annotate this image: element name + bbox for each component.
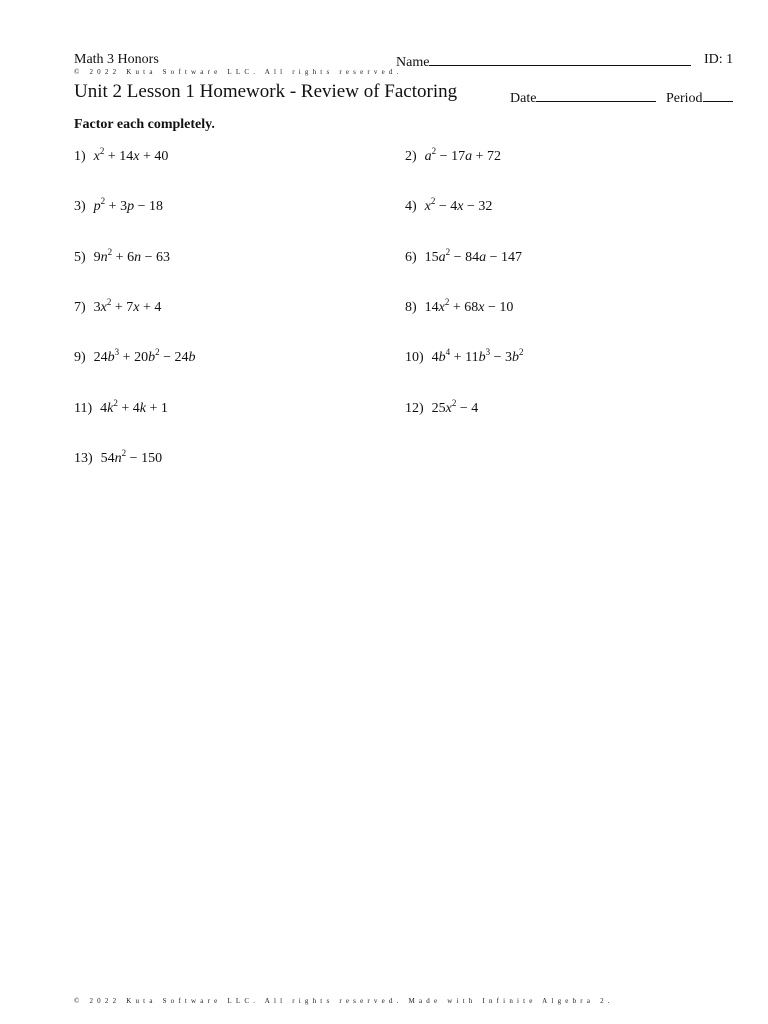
problem-item [405,196,493,215]
problem-expression: $24b^3 + 20b^2 - 24b$ [93,347,196,366]
instructions: Factor each completely. [74,117,215,132]
date-label: Date [510,91,537,106]
problem-number: 4) [405,199,417,215]
problem-expression: $x^2 - 4x - 32$ [424,196,493,215]
problem-item [74,146,169,165]
problem-number: 6) [405,249,417,265]
period-label: Period [666,91,703,106]
problem-number: 11) [74,400,93,416]
course-name: Math 3 Honors [74,52,159,67]
problem-item [405,397,479,417]
date-field[interactable] [510,88,656,107]
problem-expression: $14x^2 + 68x - 10$ [424,296,514,315]
problem-item [74,246,170,266]
problem-item [74,447,163,467]
problem-expression: $9n^2 + 6n - 63$ [93,246,170,265]
problem-number: 1) [74,149,86,164]
problem-item [405,146,501,165]
problem-number: 12) [405,400,424,416]
problem-expression: $4k^2 + 4k + 1$ [100,397,168,416]
problem-expression: $p^2 + 3p - 18$ [93,196,163,215]
period-field[interactable] [666,88,733,107]
copyright-bottom: © 2022 Kuta Software LLC. All rights reserved. Made with Infinite Algebra 2. [74,997,614,1005]
problem-expression: $a^2 - 17a + 72$ [424,146,501,164]
problem-number: 5) [74,249,86,265]
problem-number: 10) [405,350,424,366]
problem-number: 9) [74,350,86,366]
problem-expression: $3x^2 + 7x + 4$ [93,296,162,315]
copyright-top: © 2022 Kuta Software LLC. All rights reserved. [74,68,403,76]
problem-item [74,347,196,366]
problem-expression: $4b^4 + 11b^3 - 3b^2$ [431,347,524,366]
problem-number: 7) [74,299,86,315]
problem-item [405,347,524,366]
name-label: Name [396,55,430,70]
problem-number: 2) [405,149,417,164]
problem-expression: $x^2 + 14x + 40$ [93,146,169,164]
problem-item [74,196,163,215]
problem-expression: $54n^2 - 150$ [100,447,163,466]
problem-number: 3) [74,199,86,215]
problem-expression: $25x^2 - 4$ [431,397,479,416]
problem-item [405,296,514,316]
problem-item [74,296,162,316]
period-blank[interactable] [703,88,733,102]
name-blank[interactable] [429,52,691,66]
worksheet-title: Unit 2 Lesson 1 Homework - Review of Factoring [74,81,458,102]
problem-number: 8) [405,299,417,315]
problem-item [74,397,168,417]
problem-number: 13) [74,450,93,466]
problem-expression: $15a^2 - 84a - 147$ [424,246,522,265]
id-label: ID: 1 [704,52,734,67]
date-blank[interactable] [536,88,656,102]
problem-item [405,246,522,266]
name-field[interactable] [396,52,691,71]
